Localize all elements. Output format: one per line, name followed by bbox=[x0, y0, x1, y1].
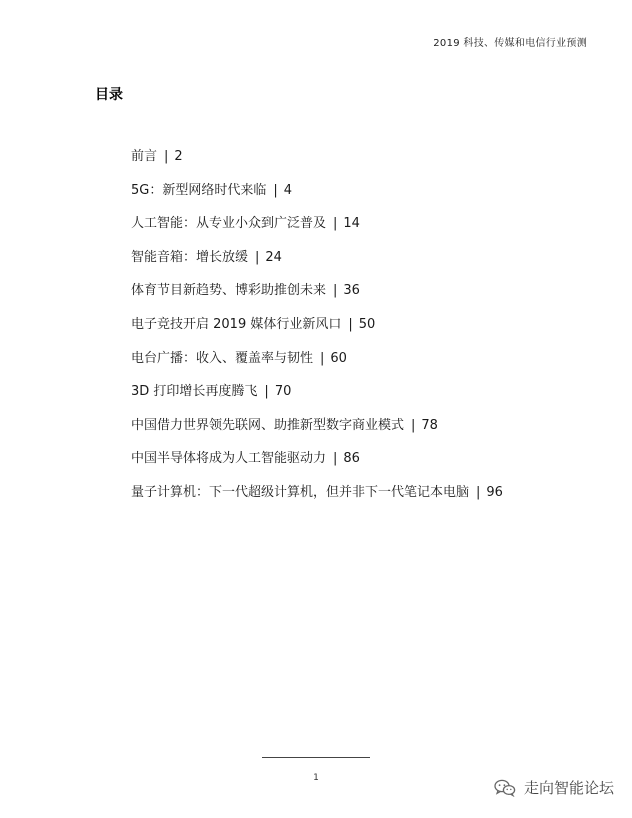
running-header: 2019 科技、传媒和电信行业预测 bbox=[433, 38, 587, 49]
watermark bbox=[494, 777, 614, 798]
toc-separator: | bbox=[333, 283, 338, 299]
toc-item[interactable] bbox=[131, 348, 503, 382]
toc-item-label: 中国借力世界领先联网、助推新型数字商业模式 bbox=[131, 417, 405, 433]
toc-item[interactable] bbox=[131, 247, 503, 281]
watermark-text: 走向智能论坛 bbox=[523, 779, 614, 797]
toc-item[interactable] bbox=[131, 415, 503, 449]
toc-item[interactable] bbox=[131, 213, 503, 247]
toc-item-label: 智能音箱：增长放缓 bbox=[131, 249, 249, 265]
toc-item-label: 电台广播：收入、覆盖率与韧性 bbox=[131, 350, 314, 366]
toc-item-label: 前言 bbox=[131, 149, 158, 164]
toc-item-label: 3D 打印增长再度腾飞 bbox=[131, 384, 258, 400]
toc-separator: | bbox=[320, 350, 325, 366]
toc-separator: | bbox=[348, 316, 353, 332]
toc-separator: | bbox=[264, 384, 269, 400]
toc-item-page: 14 bbox=[343, 216, 360, 232]
toc-separator: | bbox=[255, 249, 260, 265]
toc-item[interactable] bbox=[131, 314, 503, 348]
toc-item-label: 电子竞技开启 2019 媒体行业新风口 bbox=[131, 316, 342, 332]
wechat-icon bbox=[494, 779, 516, 797]
toc-item-page: 60 bbox=[330, 350, 347, 366]
toc-item-label: 中国半导体将成为人工智能驱动力 bbox=[131, 451, 327, 467]
footer-divider bbox=[262, 757, 370, 758]
toc-item[interactable] bbox=[131, 482, 503, 516]
toc-list bbox=[131, 146, 503, 516]
toc-item-page: 2 bbox=[174, 149, 183, 164]
toc-separator: | bbox=[273, 182, 278, 198]
toc-item[interactable] bbox=[131, 381, 503, 415]
toc-item-page: 86 bbox=[343, 451, 360, 467]
toc-item[interactable] bbox=[131, 146, 503, 180]
toc-item-page: 78 bbox=[421, 417, 438, 433]
toc-item-page: 4 bbox=[283, 182, 293, 198]
toc-item-page: 96 bbox=[486, 484, 503, 500]
toc-title: 目录 bbox=[95, 87, 123, 103]
toc-item-page: 24 bbox=[265, 249, 282, 265]
toc-item-label: 人工智能：从专业小众到广泛普及 bbox=[131, 216, 327, 232]
toc-item-label: 体育节目新趋势、博彩助推创未来 bbox=[131, 283, 327, 299]
toc-separator: | bbox=[164, 149, 169, 164]
toc-item-label: 5G：新型网络时代来临 bbox=[131, 182, 267, 198]
toc-item-page: 70 bbox=[274, 384, 292, 400]
page-number: 1 bbox=[313, 773, 319, 783]
toc-separator: | bbox=[411, 417, 416, 433]
toc-item[interactable] bbox=[131, 280, 503, 314]
toc-item[interactable] bbox=[131, 180, 503, 214]
toc-item[interactable] bbox=[131, 448, 503, 482]
toc-separator: | bbox=[333, 451, 338, 467]
toc-separator: | bbox=[333, 216, 338, 232]
toc-item-page: 36 bbox=[343, 283, 360, 299]
toc-item-label: 量子计算机：下一代超级计算机，但并非下一代笔记本电脑 bbox=[131, 484, 470, 500]
toc-item-page: 50 bbox=[358, 316, 376, 332]
toc-separator: | bbox=[476, 484, 481, 500]
